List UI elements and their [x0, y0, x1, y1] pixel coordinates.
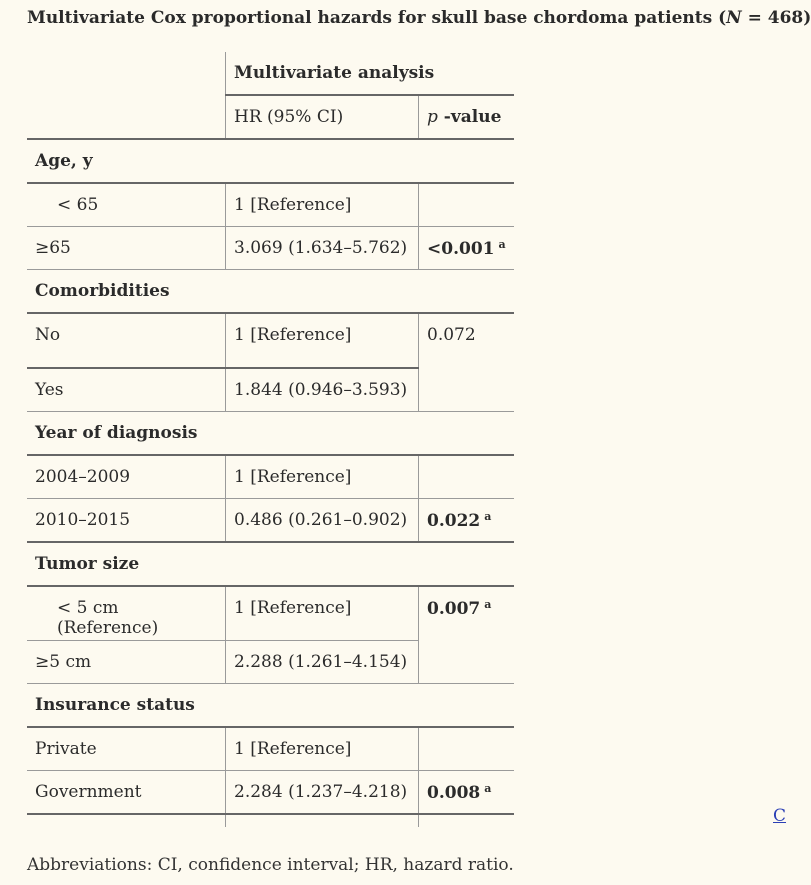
caption-n-value: = 468): [741, 8, 811, 28]
table-row: [27, 227, 514, 270]
table-end-spacer: [27, 814, 514, 827]
hr-cell: 1 [Reference]: [226, 455, 419, 499]
p-value: 0.022: [427, 510, 481, 531]
header-row-group: [27, 52, 514, 95]
caption-text: Multivariate Cox proportional hazards for skull base chordoma patients (: [27, 8, 727, 28]
table-row: [27, 455, 514, 499]
footnote-marker: a: [498, 237, 506, 251]
table-row: [27, 313, 514, 368]
edge-link[interactable]: C: [773, 806, 787, 826]
section-title: Year of diagnosis: [27, 412, 514, 456]
section-title: Age, y: [27, 139, 514, 183]
section-title: Comorbidities: [27, 270, 514, 314]
row-label: 2010–2015: [35, 510, 131, 530]
multivariate-header: Multivariate analysis: [226, 52, 514, 95]
row-label: ≥5 cm: [35, 652, 92, 672]
section-age: [27, 139, 514, 183]
table-row: [27, 586, 514, 641]
section-title: Insurance status: [27, 684, 514, 728]
section-tumor: [27, 542, 514, 586]
caption-n-symbol: N: [726, 8, 742, 28]
row-label: < 5 cm (Reference): [57, 598, 159, 638]
row-label: < 65: [57, 195, 99, 215]
hr-cell: 1.844 (0.946–3.593): [226, 368, 419, 412]
table-row: [27, 183, 514, 227]
table-row: [27, 499, 514, 543]
p-cell: [419, 499, 514, 543]
p-value-label: -value: [437, 107, 502, 127]
hr-cell: 1 [Reference]: [226, 727, 419, 771]
row-label: No: [27, 313, 226, 368]
p-cell: [419, 227, 514, 270]
cox-table: [27, 52, 514, 827]
footnote-marker: a: [484, 509, 492, 523]
hr-cell: 2.284 (1.237–4.218): [226, 771, 419, 815]
p-value-header: [419, 95, 514, 139]
p-cell: [419, 586, 514, 684]
section-insurance: [27, 684, 514, 728]
header-row-cols: [27, 95, 514, 139]
footnote-marker: a: [484, 598, 492, 611]
p-value: <0.001: [427, 238, 495, 259]
p-value: 0.008: [427, 782, 481, 803]
table-row: [27, 771, 514, 815]
table-row: [27, 727, 514, 771]
hr-cell: 2.288 (1.261–4.154): [226, 641, 419, 684]
hr-cell: 1 [Reference]: [226, 313, 419, 368]
hr-cell: 0.486 (0.261–0.902): [226, 499, 419, 543]
p-cell: [419, 771, 514, 815]
p-cell: 0.072: [419, 313, 514, 412]
row-label: 2004–2009: [35, 467, 131, 487]
row-label: Government: [27, 771, 226, 815]
p-symbol: p: [427, 107, 438, 127]
table-caption: [27, 8, 811, 28]
hr-header: HR (95% CI): [226, 95, 419, 139]
hr-cell: 1 [Reference]: [226, 183, 419, 227]
abbreviations-footnote: Abbreviations: CI, confidence interval; HR, hazard ratio.: [27, 855, 514, 875]
row-label: Yes: [35, 380, 64, 400]
p-value: 0.007: [427, 599, 481, 619]
row-label: ≥65: [35, 238, 71, 258]
row-label: Private: [35, 739, 97, 759]
footnote-marker: a: [484, 781, 492, 795]
hr-cell: 3.069 (1.634–5.762): [226, 227, 419, 270]
hr-cell: 1 [Reference]: [226, 586, 419, 641]
section-title: Tumor size: [27, 542, 514, 586]
section-year: [27, 412, 514, 456]
section-comorbidities: [27, 270, 514, 314]
